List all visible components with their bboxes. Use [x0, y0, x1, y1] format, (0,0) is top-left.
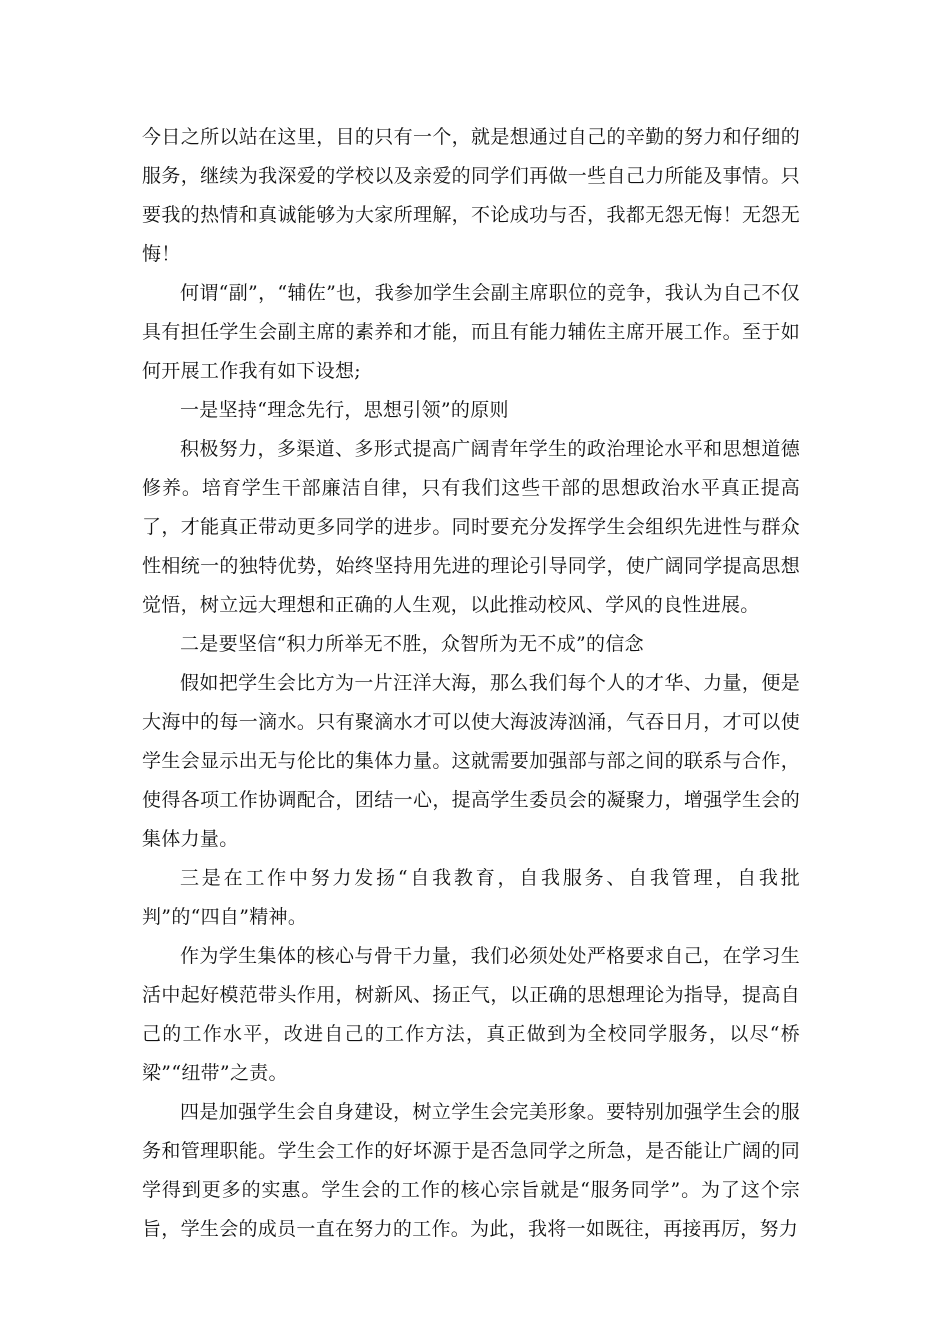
document-page: [142, 118, 800, 1249]
paragraph-point-two: 假如把学生会比方为一片汪洋大海，那么我们每个人的才华、力量，便是大海中的每一滴水。只有聚滴水才可以使大海波涛汹涌，气吞日月，才可以使学生会显示出无与伦比的集体力量。这就需要加强部与部之间的联系与合作，使得各项工作协调配合，团结一心，提高学生委员会的凝聚力，增强学生会的集体力量。: [142, 672, 800, 850]
heading-point-three: 三是在工作中努力发扬“自我教育，自我服务、自我管理，自我批判”的“四自”精神。: [142, 867, 800, 928]
paragraph-vice-role: 何谓“副”，“辅佐”也，我参加学生会副主席职位的竞争，我认为自己不仅具有担任学生会副主席的素养和才能，而且有能力辅佐主席开展工作。至于如何开展工作我有如下设想;: [142, 282, 800, 382]
paragraph-point-four: 四是加强学生会自身建设，树立学生会完美形象。要特别加强学生会的服务和管理职能。学生会工作的好坏源于是否急同学之所急，是否能让广阔的同学得到更多的实惠。学生会的工作的核心宗旨就是“服务同学”。为了这个宗旨，学生会的成员一直在努力的工作。为此，我将一如既往，再接再厉，努力: [142, 1101, 800, 1240]
paragraph-point-one: 积极努力，多渠道、多形式提高广阔青年学生的政治理论水平和思想道德修养。培育学生干部廉洁自律，只有我们这些干部的思想政治水平真正提高了，才能真正带动更多同学的进步。同时要充分发挥学生会组织先进性与群众性相统一的独特优势，始终坚持用先进的理论引导同学，使广阔同学提高思想觉悟，树立远大理想和正确的人生观，以此推动校风、学风的良性进展。: [142, 438, 800, 616]
paragraph-intro: 今日之所以站在这里，目的只有一个，就是想通过自己的辛勤的努力和仔细的服务，继续为我深爱的学校以及亲爱的同学们再做一些自己力所能及事情。只要我的热情和真诚能够为大家所理解，不论成功与否，我都无怨无悔！无怨无悔！: [142, 126, 800, 265]
paragraph-point-three: 作为学生集体的核心与骨干力量，我们必须处处严格要求自己，在学习生活中起好模范带头作用，树新风、扬正气，以正确的思想理论为指导，提高自己的工作水平，改进自己的工作方法，真正做到为全校同学服务，以尽“桥梁”“纽带”之责。: [142, 945, 800, 1084]
heading-point-one: 一是坚持“理念先行，思想引领”的原则: [180, 399, 509, 421]
heading-point-two: 二是要坚信“积力所举无不胜，众智所为无不成”的信念: [180, 633, 644, 655]
